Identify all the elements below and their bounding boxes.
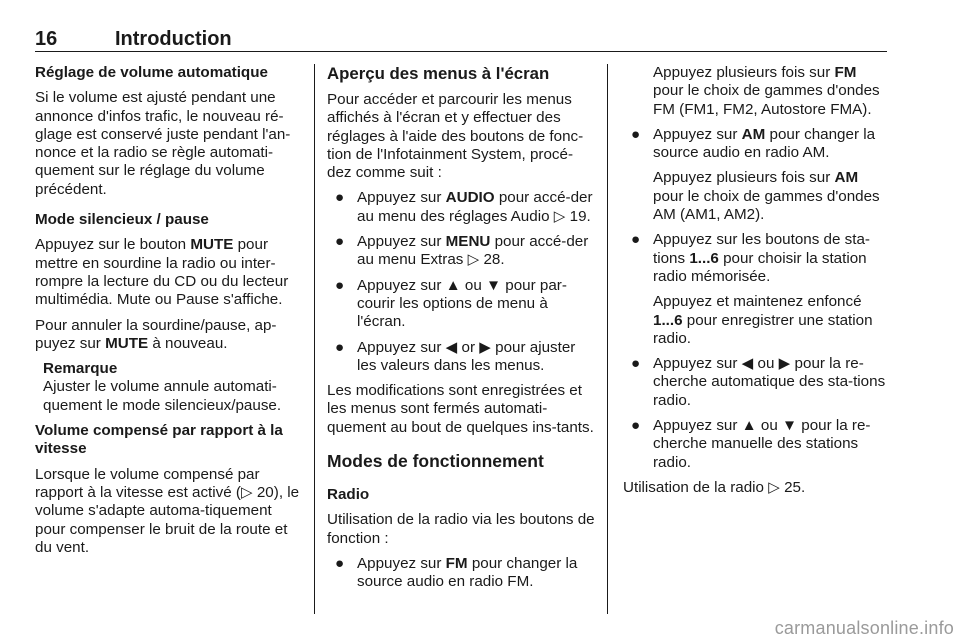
- list-item: ● Appuyez sur ◀ ou ▶ pour la re-cherche automatique des sta-tions radio.: [631, 355, 886, 409]
- bullet-icon: ●: [335, 276, 345, 294]
- bullet-icon: ●: [631, 125, 641, 143]
- radio-list-stations: [623, 231, 888, 286]
- header-divider: [35, 51, 887, 52]
- column-divider-1: [314, 64, 315, 614]
- bullet-icon: ●: [631, 417, 641, 435]
- column-3: [623, 64, 888, 504]
- bullet-icon: ●: [335, 189, 345, 207]
- list-item: ● Appuyez sur MENU pour accé-der au menu Extras ▷ 28.: [335, 233, 589, 269]
- page-header: [35, 28, 887, 54]
- paragraph-mute-2: Pour annuler la sourdine/pause, ap-puyez sur MUTE à nouveau.: [35, 316, 277, 352]
- note-text: Ajuster le volume annule automati-quement le mode silencieux/pause.: [43, 378, 282, 414]
- list-item: ● Appuyez sur ▲ ou ▼ pour par-courir les options de menu à l'écran.: [335, 276, 567, 331]
- mute-key: MUTE: [105, 334, 149, 352]
- paragraph-radio: Utilisation de la radio via les boutons de fonction :: [327, 511, 595, 547]
- heading-mute: Mode silencieux / pause: [35, 211, 209, 229]
- page-number: 16: [35, 28, 58, 50]
- paragraph-saved: Les modifications sont enregistrées et les menus sont fermés automati-quement au bout de quelques ins-tants.: [327, 382, 594, 436]
- heading-auto-volume: Réglage de volume automatique: [35, 64, 268, 81]
- note-title: Remarque: [43, 360, 118, 378]
- list-item: ● Appuyez sur ▲ ou ▼ pour la re-cherche manuelle des stations radio.: [631, 417, 871, 471]
- menus-list: [327, 189, 595, 375]
- radio-list: [327, 555, 595, 592]
- sub-paragraph-fm: Appuyez plusieurs fois sur FM pour le choix de gammes d'ondes FM (FM1, FM2, Autostore FMA).: [653, 64, 880, 118]
- radio-list-search: [623, 355, 888, 472]
- watermark: carmanualsonline.info: [774, 618, 954, 638]
- mute-key: MUTE: [190, 236, 234, 254]
- bullet-icon: ●: [335, 338, 345, 356]
- paragraph-speed-volume: Lorsque le volume compensé par rapport à la vitesse est activé (▷ 20), le volume s'adapte automa-tiquement pour compenser le bruit de la route et du vent.: [35, 465, 300, 556]
- bullet-icon: ●: [631, 355, 641, 373]
- bullet-icon: ●: [631, 231, 641, 249]
- note-box: [43, 360, 300, 415]
- heading-radio: Radio: [327, 486, 370, 504]
- list-item: ● Appuyez sur AUDIO pour accé-der au menu des réglages Audio ▷ 19.: [335, 189, 593, 225]
- bullet-icon: ●: [335, 233, 345, 251]
- radio-list-am: [623, 126, 888, 163]
- sub-paragraph-store: Appuyez et maintenez enfoncé 1...6 pour enregistrer une station radio.: [653, 293, 873, 347]
- chapter-title: Introduction: [115, 28, 232, 50]
- list-item: ● Appuyez sur ◀ or ▶ pour ajuster les valeurs dans les menus.: [335, 338, 576, 374]
- list-item: ● Appuyez sur AM pour changer la source audio en radio AM.: [631, 125, 876, 162]
- column-divider-2: [607, 64, 608, 614]
- paragraph-auto-volume: Si le volume est ajusté pendant une annonce d'infos trafic, le nouveau ré-glage est conservé juste pendant l'an-nonce et la radio se règle automati-quement sur le réglage du volume précédent.: [35, 89, 291, 198]
- heading-speed-volume: Volume compensé par rapport à la vitesse: [35, 422, 283, 458]
- heading-modes: Modes de fonctionnement: [327, 451, 544, 472]
- column-2: [327, 64, 595, 599]
- list-item: ● Appuyez sur FM pour changer la source audio en radio FM.: [335, 554, 578, 591]
- paragraph-menus: Pour accéder et parcourir les menus affichés à l'écran et y effectuer des réglages à l'aide des boutons de fonc-tion de l'Infotainment System, procé-dez comme suit :: [327, 91, 584, 182]
- sub-paragraph-am: Appuyez plusieurs fois sur AM pour le choix de gammes d'ondes AM (AM1, AM2).: [653, 169, 880, 224]
- paragraph-mute-1: Appuyez sur le bouton MUTE pour mettre en sourdine la radio ou inter-rompre la lecture du CD ou du lecteur multimédia. Mute ou Pause s'affiche.: [35, 236, 289, 309]
- paragraph-radio-ref: Utilisation de la radio ▷ 25.: [623, 478, 806, 496]
- list-item: ● Appuyez sur les boutons de sta-tions 1...6 pour choisir la station radio mémorisée.: [631, 231, 870, 285]
- bullet-icon: ●: [335, 554, 345, 572]
- heading-menus: Aperçu des menus à l'écran: [327, 64, 550, 83]
- column-1: [35, 64, 300, 564]
